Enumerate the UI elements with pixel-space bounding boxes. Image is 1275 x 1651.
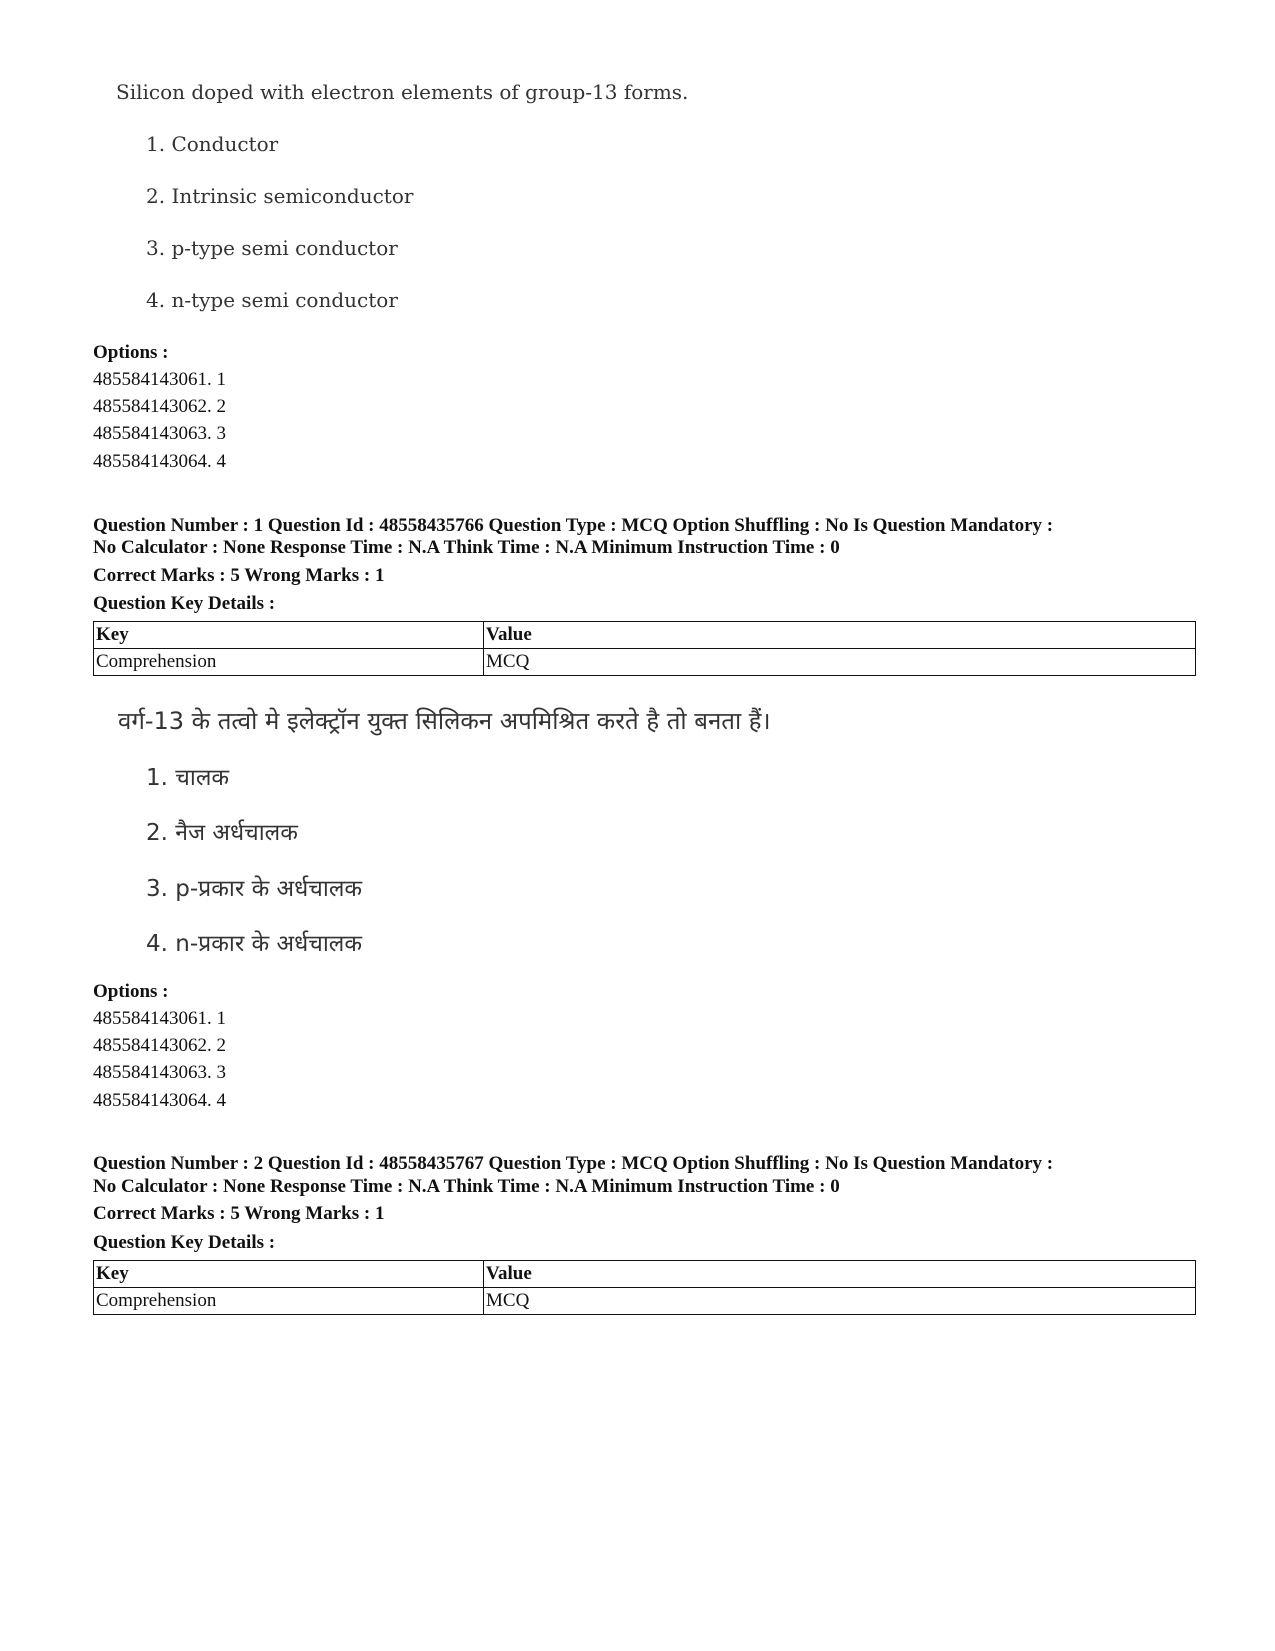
- choice-2: 2. Intrinsic semiconductor: [146, 184, 414, 208]
- question-stem-hindi: वर्ग-13 के तत्वो मे इलेक्ट्रॉन युक्त सिलिकन अपमिश्रित करते है तो बनता हैं।: [118, 707, 771, 735]
- options-heading: Options :: [93, 981, 169, 1002]
- options-heading: Options :: [93, 342, 169, 363]
- option-line: 485584143064. 4: [93, 451, 226, 472]
- table-row: [94, 1288, 1196, 1315]
- question-marks: Correct Marks : 5 Wrong Marks : 1: [93, 565, 385, 586]
- choice-3: 3. p-type semi conductor: [146, 236, 398, 260]
- option-line: 485584143062. 2: [93, 1035, 226, 1056]
- option-line: 485584143061. 1: [93, 369, 226, 390]
- option-line: 485584143064. 4: [93, 1090, 226, 1111]
- choice-4: 4. n-type semi conductor: [146, 288, 398, 312]
- question-meta-line1: Question Number : 2 Question Id : 48558435767 Question Type : MCQ Option Shuffling : No Is Question Mandatory :: [93, 1153, 1054, 1174]
- option-line: 485584143063. 3: [93, 423, 226, 444]
- question-meta-line2: No Calculator : None Response Time : N.A Think Time : N.A Minimum Instruction Time : 0: [93, 537, 840, 558]
- question-meta-line2: No Calculator : None Response Time : N.A Think Time : N.A Minimum Instruction Time : 0: [93, 1176, 840, 1197]
- table-row: [94, 649, 1196, 676]
- choice-2: 2. नैज अर्धचालक: [146, 820, 298, 846]
- table-header-row: [94, 1261, 1196, 1288]
- choice-4: 4. n-प्रकार के अर्धचालक: [146, 931, 363, 957]
- question-key-table: [93, 1260, 1196, 1315]
- table-header-key: Key: [94, 1261, 484, 1288]
- option-line: 485584143062. 2: [93, 396, 226, 417]
- table-header-value: Value: [484, 622, 1196, 649]
- table-cell-key: Comprehension: [94, 1288, 484, 1315]
- choice-1: 1. चालक: [146, 765, 230, 791]
- option-line: 485584143061. 1: [93, 1008, 226, 1029]
- table-cell-value: MCQ: [484, 649, 1196, 676]
- table-header-row: [94, 622, 1196, 649]
- question-meta-line1: Question Number : 1 Question Id : 48558435766 Question Type : MCQ Option Shuffling : No Is Question Mandatory :: [93, 515, 1054, 536]
- choice-1: 1. Conductor: [146, 132, 279, 156]
- option-line: 485584143063. 3: [93, 1062, 226, 1083]
- table-header-value: Value: [484, 1261, 1196, 1288]
- choice-3: 3. p-प्रकार के अर्धचालक: [146, 876, 363, 902]
- question-key-heading: Question Key Details :: [93, 593, 276, 614]
- question-stem-english: Silicon doped with electron elements of group-13 forms.: [116, 80, 689, 104]
- question-key-heading: Question Key Details :: [93, 1232, 276, 1253]
- question-marks: Correct Marks : 5 Wrong Marks : 1: [93, 1203, 385, 1224]
- table-header-key: Key: [94, 622, 484, 649]
- question-key-table: [93, 621, 1196, 676]
- table-cell-key: Comprehension: [94, 649, 484, 676]
- table-cell-value: MCQ: [484, 1288, 1196, 1315]
